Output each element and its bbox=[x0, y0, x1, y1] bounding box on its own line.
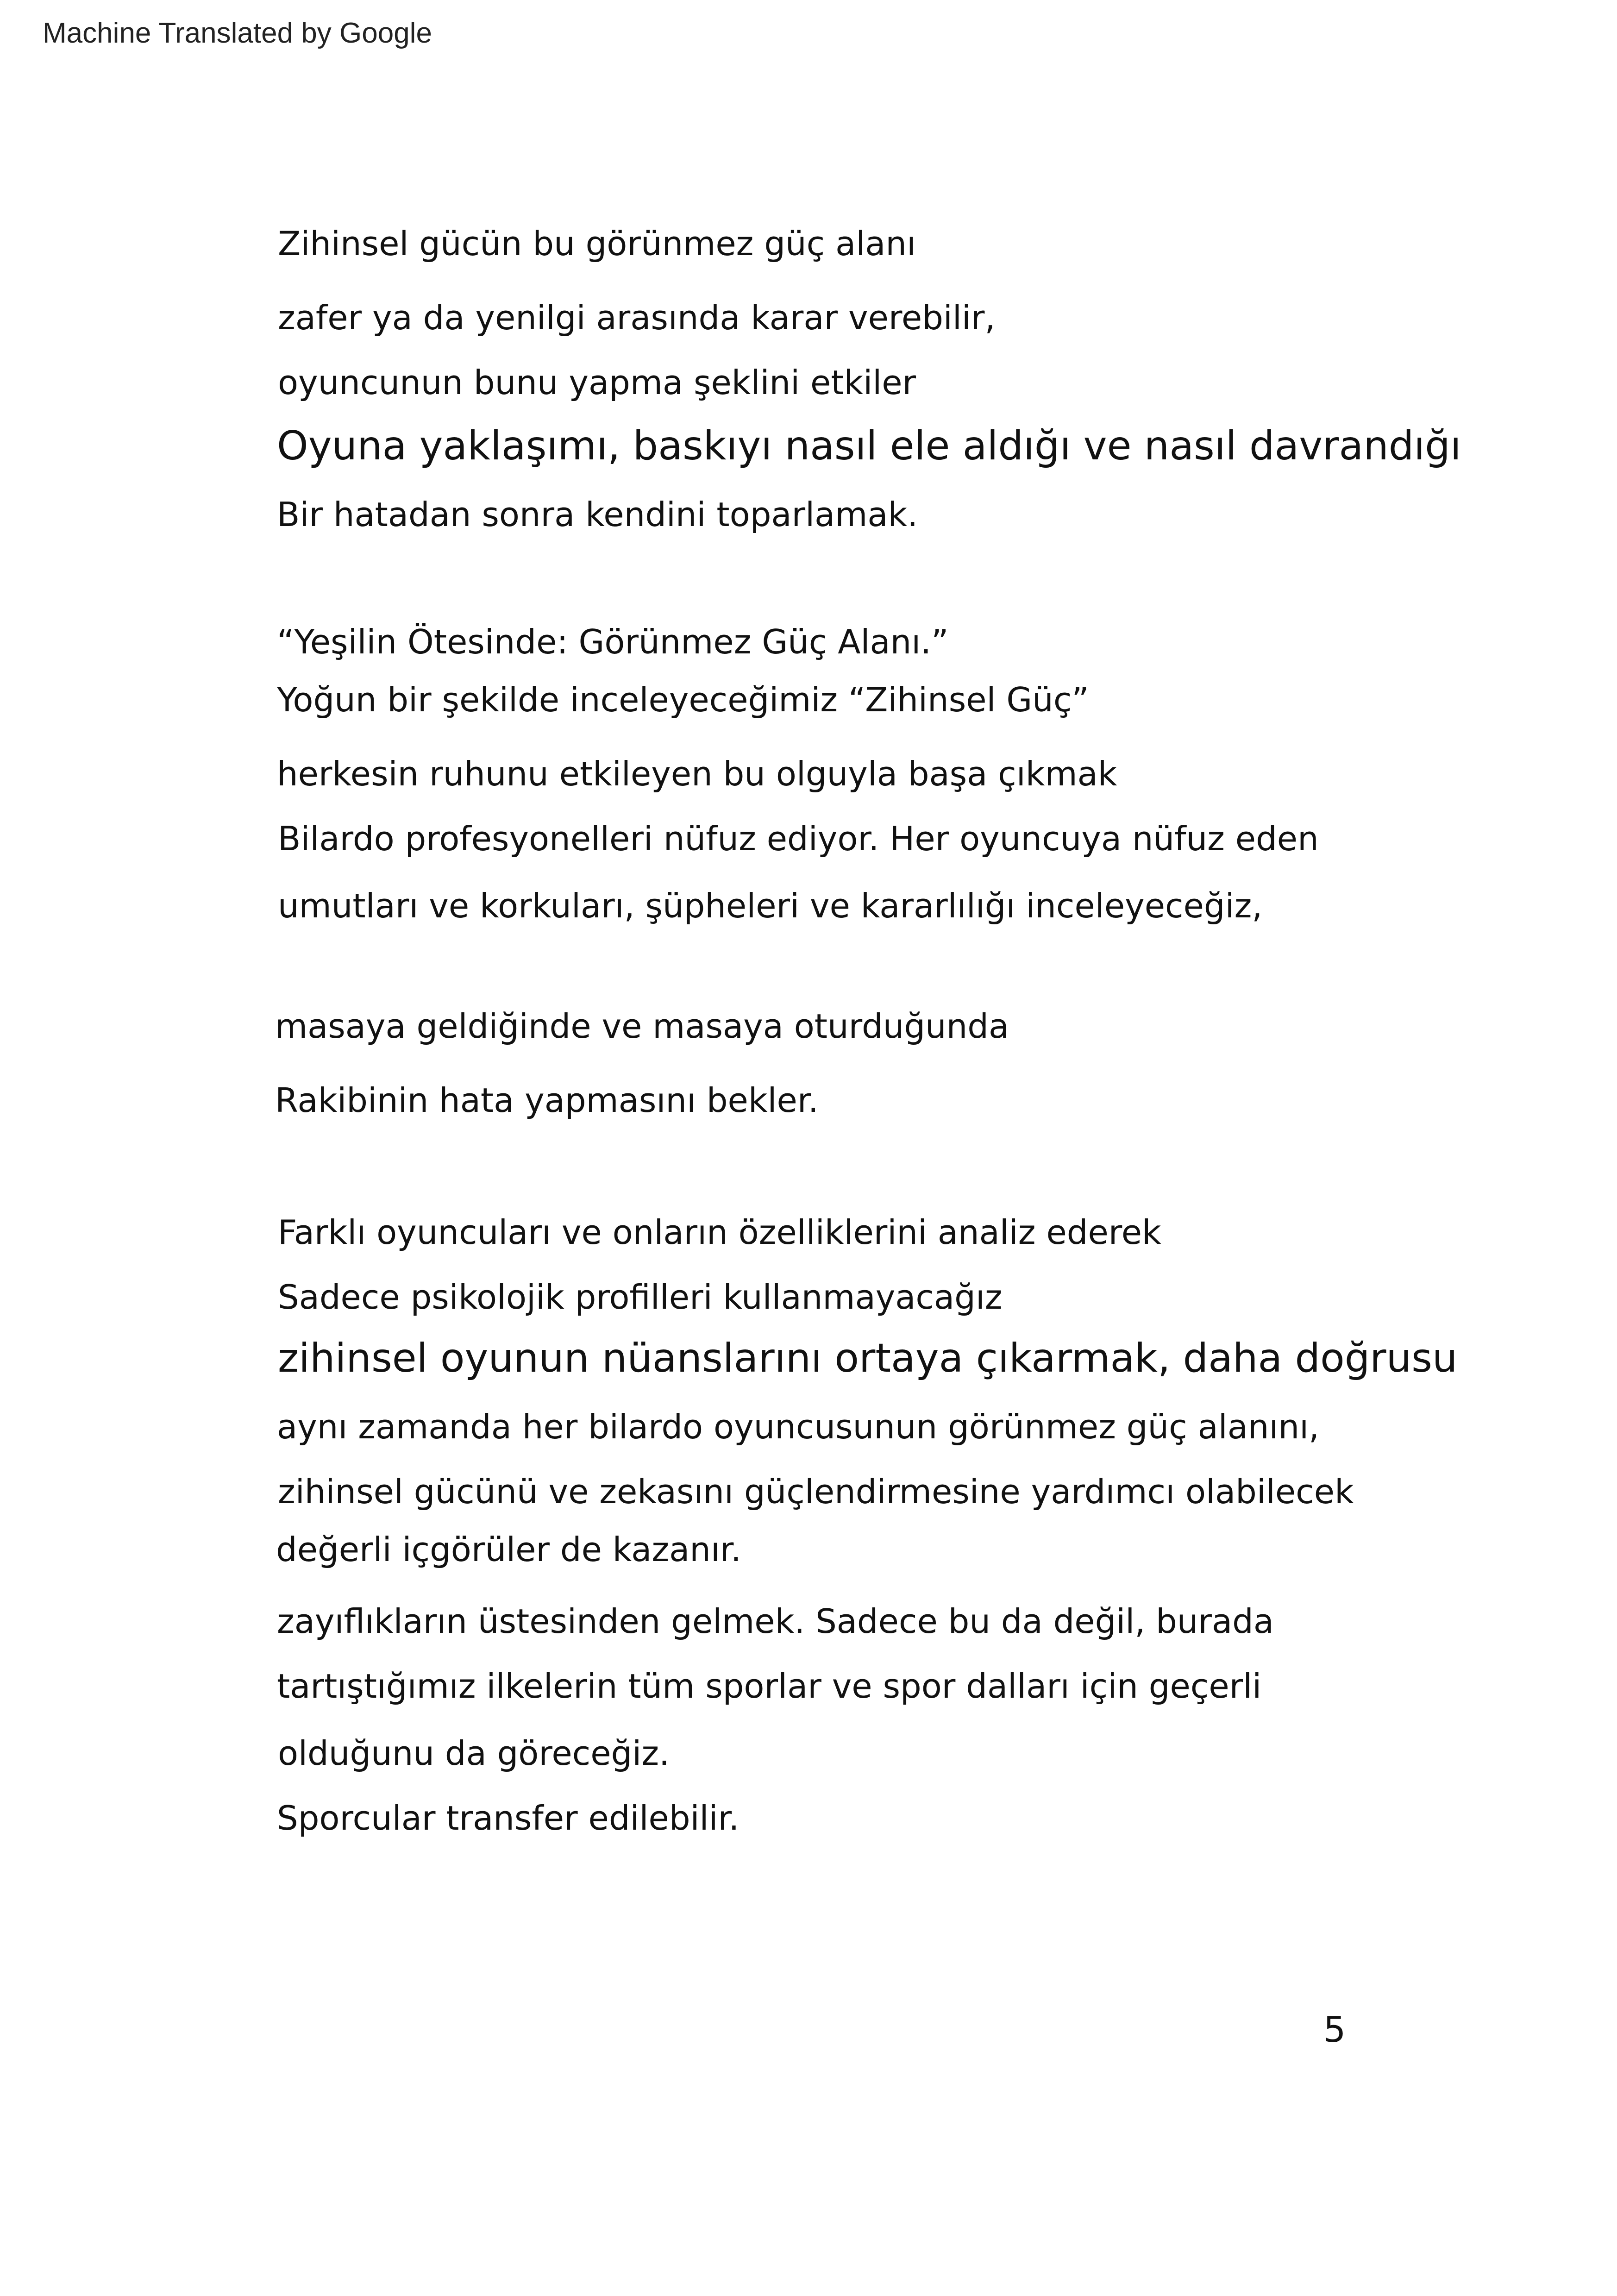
text-line: Bir hatadan sonra kendini toparlamak. bbox=[277, 495, 918, 534]
text-line: zafer ya da yenilgi arasında karar verebilir, bbox=[278, 298, 996, 337]
text-line: “Yeşilin Ötesinde: Görünmez Güç Alanı.” bbox=[277, 622, 949, 661]
text-line: Zihinsel gücün bu görünmez güç alanı bbox=[278, 224, 916, 263]
text-line: olduğunu da göreceğiz. bbox=[278, 1734, 670, 1773]
text-line: Yoğun bir şekilde inceleyeceğimiz “Zihinsel Güç” bbox=[277, 680, 1089, 719]
text-line: herkesin ruhunu etkileyen bu olguyla başa çıkmak bbox=[277, 754, 1117, 793]
page-number: 5 bbox=[1323, 2009, 1346, 2050]
text-line: Rakibinin hata yapmasını bekler. bbox=[275, 1081, 819, 1120]
text-line: Oyuna yaklaşımı, baskıyı nasıl ele aldığı ve nasıl davrandığı bbox=[277, 423, 1461, 469]
text-line: tartıştığımız ilkelerin tüm sporlar ve spor dalları için geçerli bbox=[277, 1667, 1262, 1706]
text-line: Sadece psikolojik profilleri kullanmayacağız bbox=[278, 1278, 1003, 1317]
text-line: zayıflıkların üstesinden gelmek. Sadece bu da değil, burada bbox=[277, 1602, 1274, 1641]
text-line: zihinsel oyunun nüanslarını ortaya çıkarmak, daha doğrusu bbox=[278, 1335, 1458, 1381]
text-line: Bilardo profesyonelleri nüfuz ediyor. Her oyuncuya nüfuz eden bbox=[278, 819, 1319, 858]
text-line: aynı zamanda her bilardo oyuncusunun görünmez güç alanını, bbox=[277, 1407, 1320, 1446]
text-line: değerli içgörüler de kazanır. bbox=[276, 1530, 741, 1569]
text-line: umutları ve korkuları, şüpheleri ve kararlılığı inceleyeceğiz, bbox=[278, 886, 1263, 925]
text-line: masaya geldiğinde ve masaya oturduğunda bbox=[275, 1007, 1009, 1046]
text-line: oyuncunun bunu yapma şeklini etkiler bbox=[278, 363, 916, 402]
text-line: Farklı oyuncuları ve onların özelliklerini analiz ederek bbox=[278, 1213, 1161, 1252]
watermark: Machine Translated by Google bbox=[43, 17, 432, 49]
text-line: zihinsel gücünü ve zekasını güçlendirmesine yardımcı olabilecek bbox=[278, 1472, 1354, 1511]
text-line: Sporcular transfer edilebilir. bbox=[277, 1799, 740, 1838]
